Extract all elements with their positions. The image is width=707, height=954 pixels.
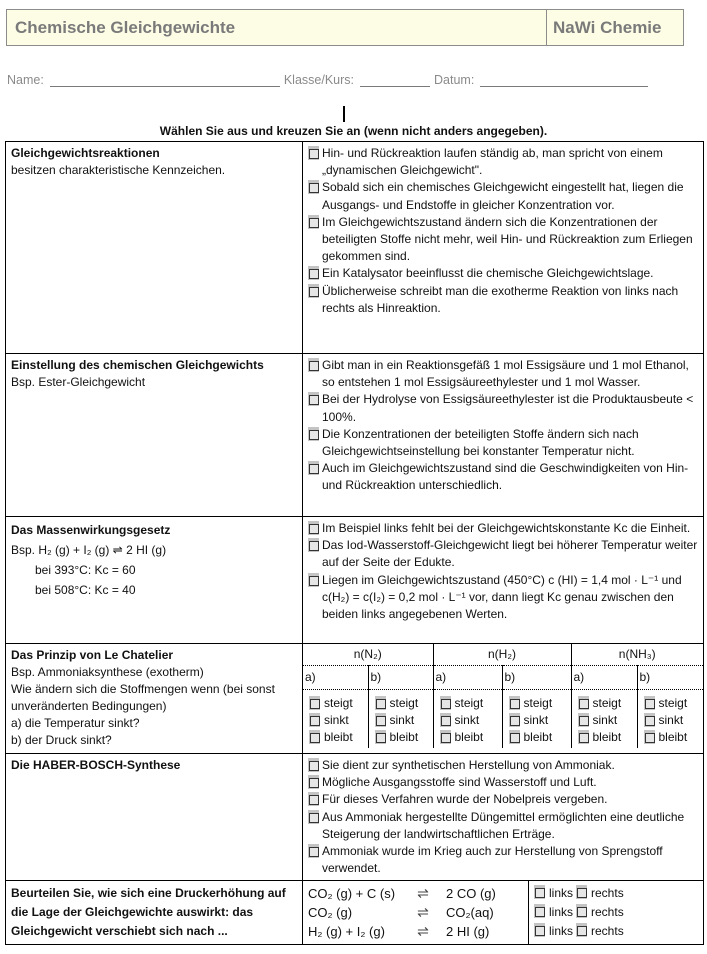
checkbox[interactable] — [578, 696, 589, 710]
checkbox[interactable] — [308, 284, 319, 298]
list-item: Bei der Hydrolyse von Essigsäureethylester ist die Produktausbeute < 100%. — [308, 391, 699, 425]
list-item: Liegen im Gleichgewichtszustand (450°C) c (HI) = 1,4 mol · L⁻¹ und c(H₂) = c(I₂) = 0,2 mol · L⁻¹ vor, dann liegt Kc genau zwischen den beiden links angegebenen Werten. — [308, 572, 699, 624]
checkbox[interactable] — [308, 358, 319, 372]
section-heading: Die HABER-BOSCH-Synthese — [11, 758, 181, 772]
checkbox[interactable] — [644, 713, 655, 727]
checkbox[interactable] — [308, 573, 319, 587]
checkbox[interactable] — [308, 775, 319, 789]
section-druckerhoehung — [6, 881, 704, 945]
checkbox[interactable] — [308, 844, 319, 858]
checkbox[interactable] — [644, 696, 655, 710]
equilibrium-arrow-icon: ⇌ — [417, 885, 429, 901]
option-group: steigt sinkt bleibt — [637, 689, 703, 748]
list-item: Ein Katalysator beeinflusst die chemische Gleichgewichtslage. — [308, 265, 699, 282]
date-label: Datum: — [434, 73, 475, 87]
constant-508: bei 508°C: Kc = 40 — [35, 583, 136, 597]
list-item: Im Beispiel links fehlt bei der Gleichgewichtskonstante Kc die Einheit. — [308, 520, 699, 537]
checkbox[interactable] — [308, 461, 319, 475]
direction-row: links rechts — [534, 884, 698, 903]
option-group: steigt sinkt bleibt — [368, 689, 433, 748]
option-group: steigt sinkt bleibt — [571, 689, 637, 748]
column-header-nh3: n(NH₃) — [571, 644, 703, 665]
equilibrium-arrow-icon: ⇌ — [417, 904, 429, 920]
section-heading: Beurteilen Sie, wie sich eine Druckerhöhung auf die Lage der Gleichgewichte auswirkt: das Gleichgewicht verschiebt sich nach ... — [11, 886, 286, 938]
direction-choices — [529, 881, 704, 945]
checkbox[interactable] — [440, 713, 451, 727]
sub-b: b) — [637, 665, 703, 689]
name-label: Name: — [7, 73, 44, 87]
section-gleichgewichtsreaktionen — [6, 142, 704, 354]
section-subtitle: besitzen charakteristische Kennzeichen. — [11, 163, 226, 177]
checkbox[interactable] — [440, 730, 451, 744]
checkbox[interactable] — [509, 730, 520, 744]
section-le-chatelier — [6, 644, 704, 754]
equation-row: H₂ (g) + I₂ (g) ⇌ 2 HI (g) — [308, 923, 490, 939]
equilibrium-arrow-icon: ⇌ — [417, 923, 429, 939]
section-line: Wie ändern sich die Stoffmengen wenn (bei sonst unveränderten Bedingungen) — [11, 682, 275, 713]
example-equation: Bsp. H₂ (g) + I₂ (g) ⇌ 2 HI (g) — [11, 543, 167, 557]
checkbox-rechts[interactable] — [576, 904, 587, 918]
subject-label: NaWi Chemie — [546, 10, 683, 45]
list-item: Mögliche Ausgangsstoffe sind Wasserstoff und Luft. — [308, 774, 699, 791]
checkbox[interactable] — [644, 730, 655, 744]
section-line: Bsp. Ammoniaksynthese (exotherm) — [11, 665, 204, 679]
list-item: Hin- und Rückreaktion laufen ständig ab, man spricht von einem „dynamischen Gleichgewicht". — [308, 145, 699, 179]
list-item: Üblicherweise schreibt man die exotherme Reaktion von links nach rechts als Hinreaktion. — [308, 283, 699, 317]
section-massenwirkungsgesetz — [6, 517, 704, 644]
list-item: Im Gleichgewichtszustand ändern sich die Konzentrationen der beteiligten Stoffe nicht mehr, weil Hin- und Rückreaktion zum Erliegen gekommen sind. — [308, 214, 699, 266]
checkbox[interactable] — [308, 792, 319, 806]
checkbox[interactable] — [308, 521, 319, 535]
list-item: Aus Ammoniak hergestellte Düngemittel ermöglichten eine deutliche Steigerung der landwirtschaftlichen Erträge. — [308, 809, 699, 843]
text-cursor — [343, 106, 345, 122]
section-heading: Das Prinzip von Le Chatelier — [11, 648, 174, 662]
section-heading: Einstellung des chemischen Gleichgewichts — [11, 358, 264, 372]
checkbox[interactable] — [578, 730, 589, 744]
option-group: steigt sinkt bleibt — [433, 689, 502, 748]
checkbox[interactable] — [309, 730, 320, 744]
section-line: b) der Druck sinkt? — [11, 733, 112, 747]
equation-row: CO₂ (g) ⇌ CO₂(aq) — [308, 904, 494, 920]
list-item: Für dieses Verfahren wurde der Nobelpreis vergeben. — [308, 791, 699, 808]
checkbox[interactable] — [440, 696, 451, 710]
section-heading: Gleichgewichtsreaktionen — [11, 146, 160, 160]
section-heading: Das Massenwirkungsgesetz — [11, 523, 171, 537]
checkbox[interactable] — [509, 713, 520, 727]
sub-a: a) — [571, 665, 637, 689]
list-item: Gibt man in ein Reaktionsgefäß 1 mol Essigsäure und 1 mol Ethanol, so entstehen 1 mol Essigsäureethylester und 1 mol Wasser. — [308, 357, 699, 391]
class-field[interactable] — [360, 73, 430, 87]
sub-b: b) — [502, 665, 571, 689]
checkbox[interactable] — [375, 730, 386, 744]
checkbox[interactable] — [308, 427, 319, 441]
checkbox[interactable] — [308, 538, 319, 552]
sub-b: b) — [368, 665, 433, 689]
student-info-line — [7, 73, 687, 87]
checkbox[interactable] — [308, 392, 319, 406]
checkbox[interactable] — [308, 146, 319, 160]
worksheet-table — [5, 141, 704, 945]
section-subtitle: Bsp. Ester-Gleichgewicht — [11, 375, 146, 389]
equation-list — [303, 881, 529, 945]
checkbox-rechts[interactable] — [576, 885, 587, 899]
sub-a: a) — [303, 665, 368, 689]
column-header-h2: n(H₂) — [433, 644, 571, 665]
instruction-text: Wählen Sie aus und kreuzen Sie an (wenn nicht anders angegeben). — [159, 124, 548, 138]
checkbox-links[interactable] — [534, 923, 545, 937]
checkbox-links[interactable] — [534, 904, 545, 918]
checkbox[interactable] — [375, 713, 386, 727]
checkbox[interactable] — [309, 713, 320, 727]
column-header-n2: n(N₂) — [303, 644, 433, 665]
name-field[interactable] — [50, 73, 280, 87]
checkbox[interactable] — [308, 266, 319, 280]
checkbox[interactable] — [308, 758, 319, 772]
checkbox[interactable] — [309, 696, 320, 710]
sub-a: a) — [433, 665, 502, 689]
checkbox[interactable] — [308, 215, 319, 229]
list-item: Ammoniak wurde im Krieg auch zur Herstellung von Sprengstoff verwendet. — [308, 843, 699, 877]
worksheet-title: Chemische Gleichgewichte — [15, 18, 236, 37]
checkbox[interactable] — [509, 696, 520, 710]
list-item: Die Konzentrationen der beteiligten Stoffe ändern sich nach Gleichgewichtseinstellung bei konstanter Temperatur nicht. — [308, 426, 699, 460]
worksheet-header — [6, 9, 684, 46]
checkbox[interactable] — [375, 696, 386, 710]
list-item: Sie dient zur synthetischen Herstellung von Ammoniak. — [308, 757, 699, 774]
checkbox[interactable] — [578, 713, 589, 727]
le-chatelier-grid — [303, 644, 703, 748]
checkbox[interactable] — [308, 180, 319, 194]
checkbox-links[interactable] — [534, 885, 545, 899]
list-item: Das Iod-Wasserstoff-Gleichgewicht liegt bei höherer Temperatur weiter auf der Seite der Edukte. — [308, 537, 699, 571]
direction-row: links rechts — [534, 922, 698, 941]
checkbox[interactable] — [308, 810, 319, 824]
option-group: steigt sinkt bleibt — [303, 689, 368, 748]
list-item: Auch im Gleichgewichtszustand sind die Geschwindigkeiten von Hin- und Rückreaktion unterschiedlich. — [308, 460, 699, 494]
section-haber-bosch — [6, 754, 704, 881]
date-field[interactable] — [480, 73, 648, 87]
constant-393: bei 393°C: Kc = 60 — [35, 563, 136, 577]
equation-row: CO₂ (g) + C (s) ⇌ 2 CO (g) — [308, 885, 496, 901]
section-line: a) die Temperatur sinkt? — [11, 716, 140, 730]
class-label: Klasse/Kurs: — [283, 73, 354, 87]
section-einstellung — [6, 354, 704, 517]
list-item: Sobald sich ein chemisches Gleichgewicht eingestellt hat, liegen die Ausgangs- und Endstoffe in gleicher Konzentration vor. — [308, 179, 699, 213]
direction-row: links rechts — [534, 903, 698, 922]
option-group: steigt sinkt bleibt — [502, 689, 571, 748]
checkbox-rechts[interactable] — [576, 923, 587, 937]
